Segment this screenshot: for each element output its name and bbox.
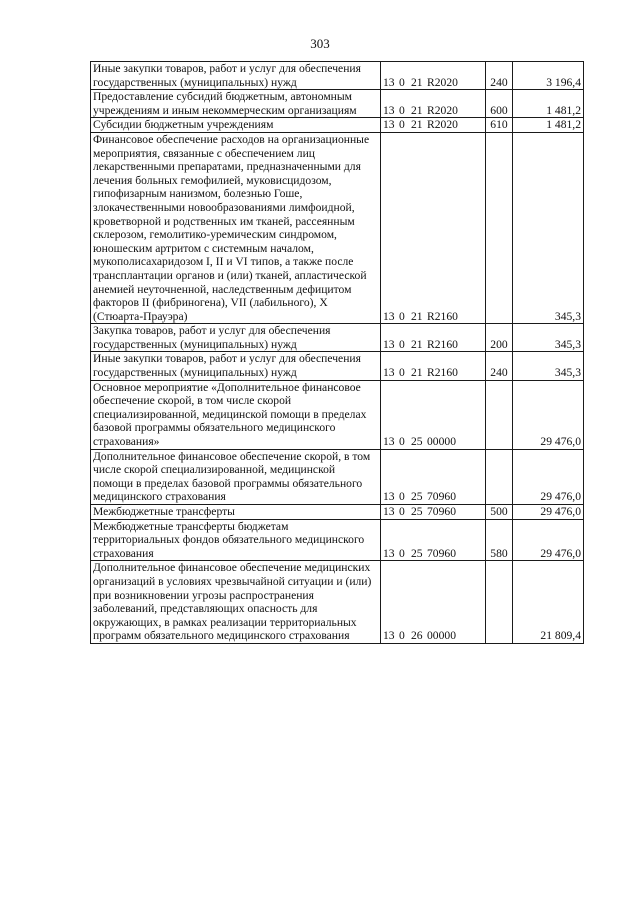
code-direction: 00000 xyxy=(427,435,456,449)
table-row xyxy=(91,519,584,561)
row-expense-type: 610 xyxy=(486,118,513,133)
code-main-event: 21 xyxy=(411,118,423,132)
row-codes xyxy=(381,449,486,504)
code-subprogram: 0 xyxy=(399,546,405,560)
code-section: 13 xyxy=(383,505,395,518)
code-subprogram: 0 xyxy=(399,118,405,132)
code-section: 13 xyxy=(383,103,395,117)
row-name: Финансовое обеспечение расходов на организационные мероприятия, связанные с обеспечением лиц лекарственными препаратами, предназначенными для лечения больных гемофилией, муковисцидозом, гипофизарным нанизмом, болезнью Гоше, злокачественными новообразованиями лимфоидной, кроветворной и родственных им тканей, рассеянным склерозом, гемолитико-уремическим синдромом, юношеским артритом с системным началом, мукополисахаридозом I, II и VI типов, а также после трансплантации органов и (или) тканей, апластической анемией неуточненной, наследственным дефицитом факторов II (фибриногена), VII (лабильного), X (Стюарта-Прауэра) xyxy=(91,132,381,323)
code-section: 13 xyxy=(383,118,395,132)
row-expense-type xyxy=(486,561,513,644)
code-direction: R2020 xyxy=(427,75,458,89)
row-name: Иные закупки товаров, работ и услуг для обеспечения государственных (муниципальных) нужд xyxy=(91,62,381,90)
code-direction: 70960 xyxy=(427,546,456,560)
code-direction: R2020 xyxy=(427,103,458,117)
row-expense-type xyxy=(486,449,513,504)
row-name: Предоставление субсидий бюджетным, автономным учреждениям и иным некоммерческим организациям xyxy=(91,90,381,118)
table-row xyxy=(91,90,584,118)
code-subprogram: 0 xyxy=(399,75,405,89)
row-amount: 29 476,0 xyxy=(513,449,584,504)
code-direction: R2160 xyxy=(427,337,458,351)
code-subprogram: 0 xyxy=(399,309,405,323)
code-section: 13 xyxy=(383,490,395,504)
row-expense-type: 600 xyxy=(486,90,513,118)
table-row xyxy=(91,561,584,644)
row-amount: 1 481,2 xyxy=(513,118,584,133)
row-amount: 21 809,4 xyxy=(513,561,584,644)
table-row xyxy=(91,324,584,352)
row-codes xyxy=(381,324,486,352)
table-row xyxy=(91,352,584,380)
code-section: 13 xyxy=(383,75,395,89)
row-codes xyxy=(381,132,486,323)
row-expense-type xyxy=(486,132,513,323)
table-row xyxy=(91,118,584,133)
code-subprogram: 0 xyxy=(399,490,405,504)
code-main-event: 21 xyxy=(411,103,423,117)
row-amount: 3 196,4 xyxy=(513,62,584,90)
code-direction: R2160 xyxy=(427,309,458,323)
budget-table xyxy=(90,61,584,644)
row-amount: 345,3 xyxy=(513,324,584,352)
code-main-event: 21 xyxy=(411,337,423,351)
code-main-event: 21 xyxy=(411,75,423,89)
row-expense-type xyxy=(486,380,513,449)
code-main-event: 21 xyxy=(411,309,423,323)
row-amount: 345,3 xyxy=(513,132,584,323)
row-name: Межбюджетные трансферты бюджетам территориальных фондов обязательного медицинского страхования xyxy=(91,519,381,561)
code-subprogram: 0 xyxy=(399,366,405,380)
code-subprogram: 0 xyxy=(399,435,405,449)
row-amount: 29 476,0 xyxy=(513,519,584,561)
code-main-event: 26 xyxy=(411,629,423,643)
code-section: 13 xyxy=(383,366,395,380)
code-direction: R2160 xyxy=(427,366,458,380)
table-row xyxy=(91,380,584,449)
row-expense-type: 240 xyxy=(486,62,513,90)
table-row xyxy=(91,449,584,504)
row-amount: 345,3 xyxy=(513,352,584,380)
code-subprogram: 0 xyxy=(399,103,405,117)
code-main-event: 25 xyxy=(411,435,423,449)
row-name: Субсидии бюджетным учреждениям xyxy=(91,118,381,133)
row-codes xyxy=(381,380,486,449)
row-amount: 1 481,2 xyxy=(513,90,584,118)
code-direction: 70960 xyxy=(427,490,456,504)
code-direction: 70960 xyxy=(427,505,456,518)
row-expense-type: 500 xyxy=(486,505,513,520)
budget-table-body xyxy=(91,62,584,644)
row-codes xyxy=(381,352,486,380)
row-codes xyxy=(381,505,486,520)
table-row xyxy=(91,132,584,323)
row-expense-type: 240 xyxy=(486,352,513,380)
row-name: Дополнительное финансовое обеспечение медицинских организаций в условиях чрезвычайной ситуации и (или) при возникновении угрозы распространения заболеваний, представляющих опасность для окружающих, в рамках реализации территориальных программ обязательного медицинского страхования xyxy=(91,561,381,644)
code-main-event: 21 xyxy=(411,366,423,380)
code-main-event: 25 xyxy=(411,505,423,518)
code-section: 13 xyxy=(383,629,395,643)
code-section: 13 xyxy=(383,435,395,449)
page-number: 303 xyxy=(310,36,330,51)
code-section: 13 xyxy=(383,546,395,560)
row-codes xyxy=(381,118,486,133)
code-section: 13 xyxy=(383,337,395,351)
table-row xyxy=(91,62,584,90)
row-codes xyxy=(381,90,486,118)
row-codes xyxy=(381,561,486,644)
code-subprogram: 0 xyxy=(399,505,405,518)
row-codes xyxy=(381,62,486,90)
row-expense-type: 200 xyxy=(486,324,513,352)
table-row xyxy=(91,505,584,520)
row-amount: 29 476,0 xyxy=(513,505,584,520)
row-expense-type: 580 xyxy=(486,519,513,561)
code-main-event: 25 xyxy=(411,546,423,560)
code-main-event: 25 xyxy=(411,490,423,504)
row-name: Межбюджетные трансферты xyxy=(91,505,381,520)
code-direction: R2020 xyxy=(427,118,458,132)
row-codes xyxy=(381,519,486,561)
row-name: Закупка товаров, работ и услуг для обеспечения государственных (муниципальных) нужд xyxy=(91,324,381,352)
row-name: Дополнительное финансовое обеспечение скорой, в том числе скорой специализированной, медицинской помощи в пределах базовой программы обязательного медицинского страхования xyxy=(91,449,381,504)
row-amount: 29 476,0 xyxy=(513,380,584,449)
code-subprogram: 0 xyxy=(399,337,405,351)
row-name: Основное мероприятие «Дополнительное финансовое обеспечение скорой, в том числе скорой специализированной, медицинской помощи в пределах базовой программы обязательного медицинского страхования» xyxy=(91,380,381,449)
row-name: Иные закупки товаров, работ и услуг для обеспечения государственных (муниципальных) нужд xyxy=(91,352,381,380)
code-subprogram: 0 xyxy=(399,629,405,643)
code-section: 13 xyxy=(383,309,395,323)
code-direction: 00000 xyxy=(427,629,456,643)
